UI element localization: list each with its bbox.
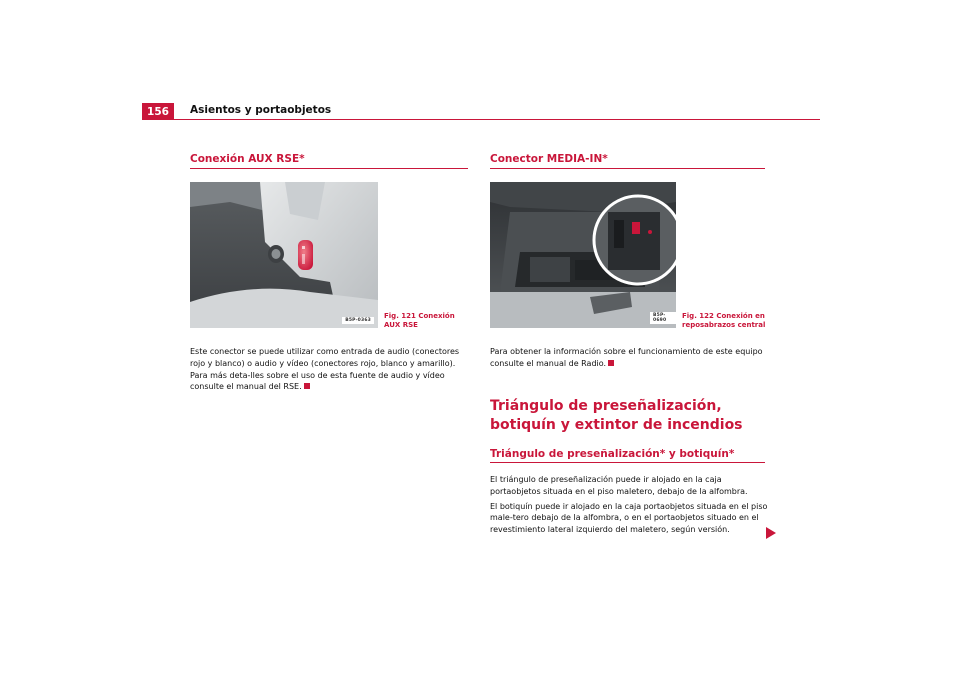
figure-code-media: B5P-0690: [650, 312, 676, 324]
paragraph-triangle: El triángulo de preseñalización puede ir alojado en la caja portaobjetos situada en el piso maletero, debajo de la alfombra.: [490, 475, 748, 496]
paragraph-aux: Este conector se puede utilizar como entrada de audio (conectores rojo y blanco) o audio y vídeo (conectores rojo, blanco y amarillo). Para más deta-lles sobre el uso de esta fuente de audio y vídeo consulte el manual del RSE.: [190, 347, 460, 392]
section-title-triangle: Triángulo de preseñalización* y botiquín*: [490, 448, 735, 460]
next-page-triangle-icon: [766, 527, 776, 539]
body-text-aux: [190, 346, 468, 396]
figure-media-photo: [490, 182, 676, 328]
body-text-triangle: [490, 474, 768, 539]
section-rule-media: [490, 168, 765, 169]
aux-connector-illustration: [190, 182, 378, 328]
page-number: 156: [142, 103, 174, 120]
chapter-title: Triángulo de preseñalización, botiquín y extintor de incendios: [490, 398, 743, 433]
paragraph-media: Para obtener la información sobre el funcionamiento de este equipo consulte el manual de Radio.: [490, 347, 763, 368]
section-rule-triangle: [490, 462, 765, 463]
end-of-section-square-icon: [304, 383, 310, 389]
end-of-section-square-icon: [608, 360, 614, 366]
figure-code-aux: B5P-0363: [342, 317, 374, 324]
section-title-aux: Conexión AUX RSE*: [190, 153, 305, 165]
body-text-media: [490, 346, 768, 373]
paragraph-first-aid: El botiquín puede ir alojado en la caja portaobjetos situada en el piso male-tero debajo de la alfombra, o en el portaobjetos situado en el revestimiento lateral izquierdo del maletero, según versión.: [490, 501, 768, 535]
section-rule-aux: [190, 168, 468, 169]
figure-aux-photo: [190, 182, 378, 328]
figure-caption-aux: Fig. 121 Conexión AUX RSE: [384, 312, 455, 329]
media-in-armrest-illustration: [490, 182, 676, 328]
figure-caption-media: Fig. 122 Conexión en reposabrazos central: [682, 312, 766, 329]
section-title-media: Conector MEDIA-IN*: [490, 153, 608, 165]
running-title: Asientos y portaobjetos: [190, 104, 332, 116]
header-rule: [142, 119, 820, 120]
